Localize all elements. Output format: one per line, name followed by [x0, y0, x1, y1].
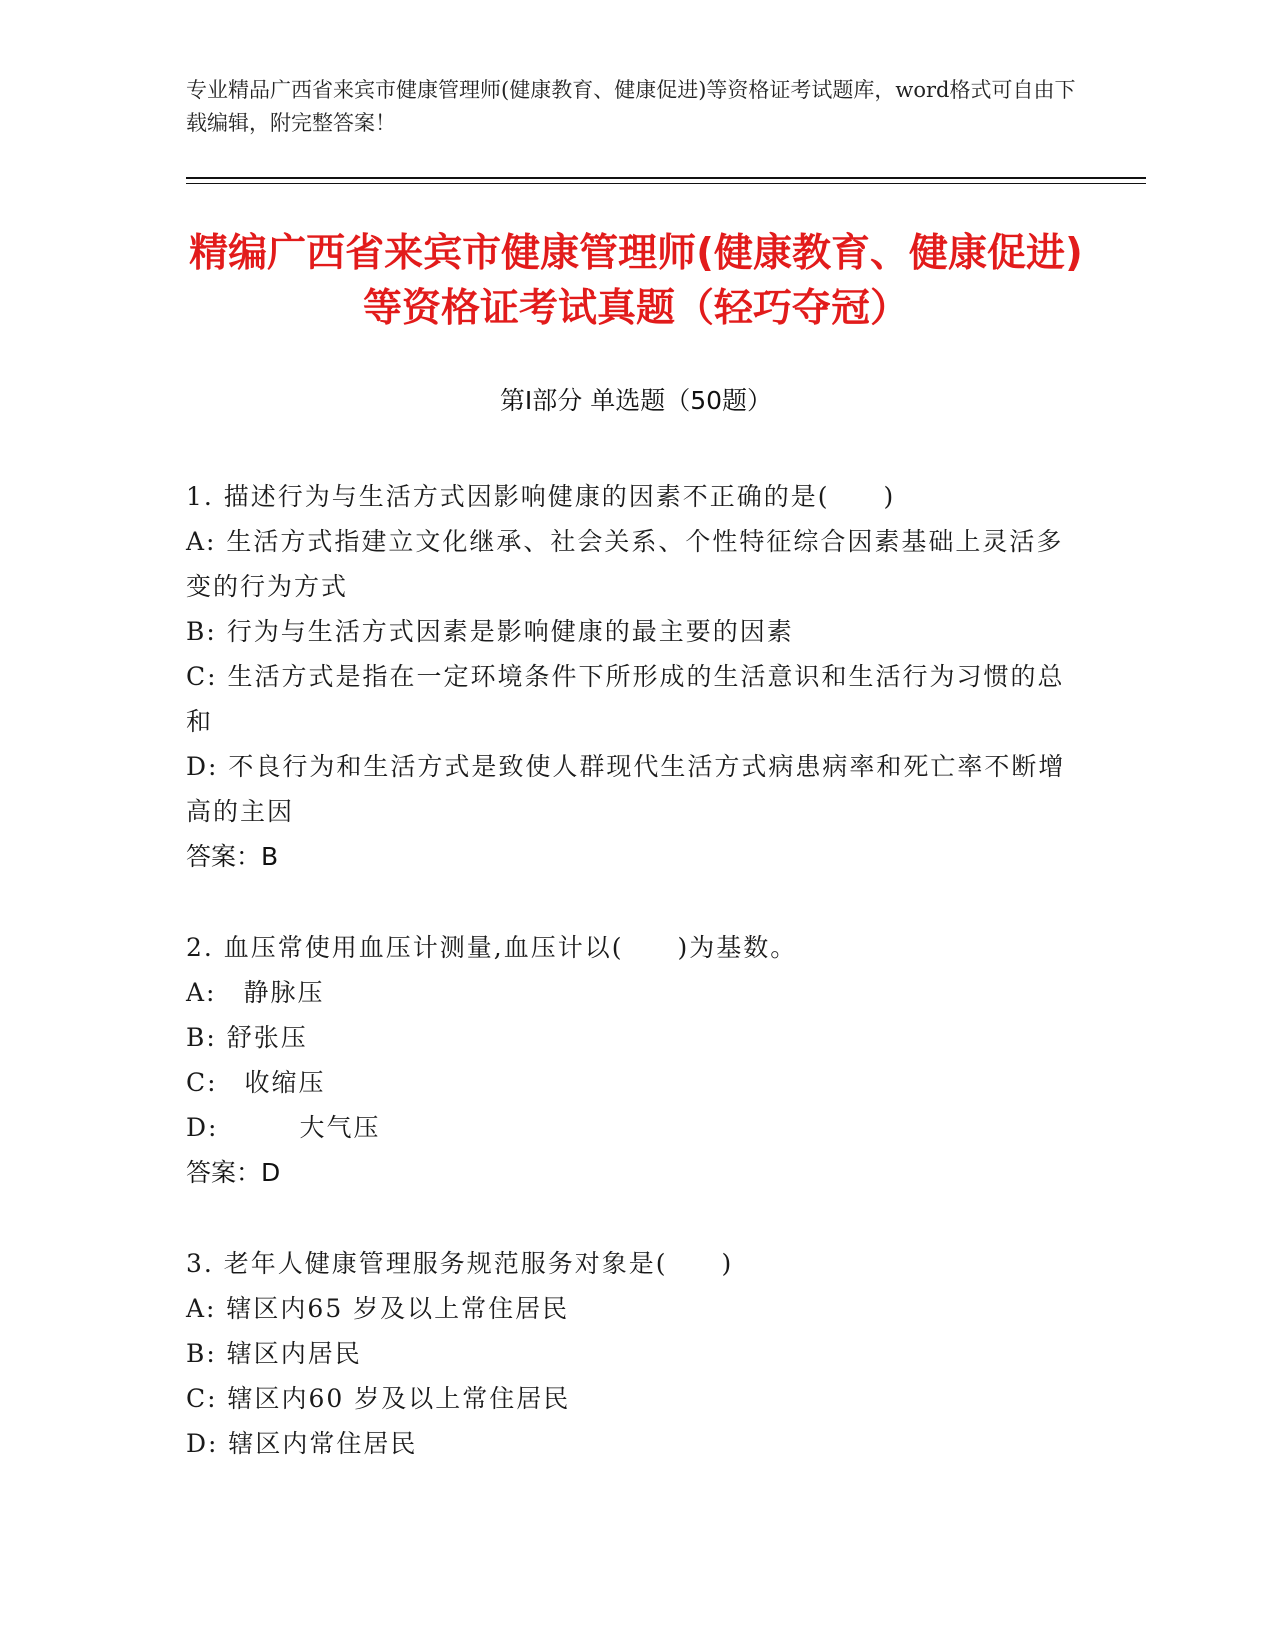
option-d: D: 大气压: [186, 1113, 381, 1142]
header-divider-thin: [186, 183, 1146, 184]
header-note: 专业精品广西省来宾市健康管理师(健康教育、健康促进)等资格证考试题库，word格式可自由下载编辑，附完整答案！: [186, 78, 1076, 135]
section-heading: 第Ⅰ部分 单选题（50题）: [499, 386, 773, 415]
answer-label: 答案：D: [186, 1158, 281, 1187]
question-stem: 2. 血压常使用血压计测量,血压计以( )为基数。: [186, 933, 798, 962]
question-stem: 3. 老年人健康管理服务规范服务对象是( ): [186, 1249, 734, 1278]
document-title: 精编广西省来宾市健康管理师(健康教育、健康促进)等资格证考试真题（轻巧夺冠）: [189, 231, 1083, 331]
option-d: D: 辖区内常住居民: [186, 1429, 418, 1458]
option-c: C: 收缩压: [186, 1068, 326, 1097]
option-b: B: 行为与生活方式因素是影响健康的最主要的因素: [186, 617, 794, 646]
question-3: [186, 1241, 1066, 1466]
option-a: A: 静脉压: [186, 978, 325, 1007]
question-1: [186, 474, 1066, 879]
option-a: A: 辖区内65 岁及以上常住居民: [186, 1294, 570, 1323]
option-c: C: 生活方式是指在一定环境条件下所形成的生活意识和生活行为习惯的总和: [186, 662, 1065, 736]
question-stem: 1. 描述行为与生活方式因影响健康的因素不正确的是( ): [186, 482, 896, 511]
question-list: [186, 474, 1066, 1512]
option-b: B: 辖区内居民: [186, 1339, 362, 1368]
header-divider-thick: [186, 177, 1146, 179]
option-b: B: 舒张压: [186, 1023, 308, 1052]
option-d: D: 不良行为和生活方式是致使人群现代生活方式病患病率和死亡率不断增高的主因: [186, 752, 1066, 826]
option-c: C: 辖区内60 岁及以上常住居民: [186, 1384, 571, 1413]
option-a: A: 生活方式指建立文化继承、社会关系、个性特征综合因素基础上灵活多变的行为方式: [186, 527, 1064, 601]
question-2: [186, 925, 1066, 1195]
answer-label: 答案：B: [186, 842, 279, 871]
